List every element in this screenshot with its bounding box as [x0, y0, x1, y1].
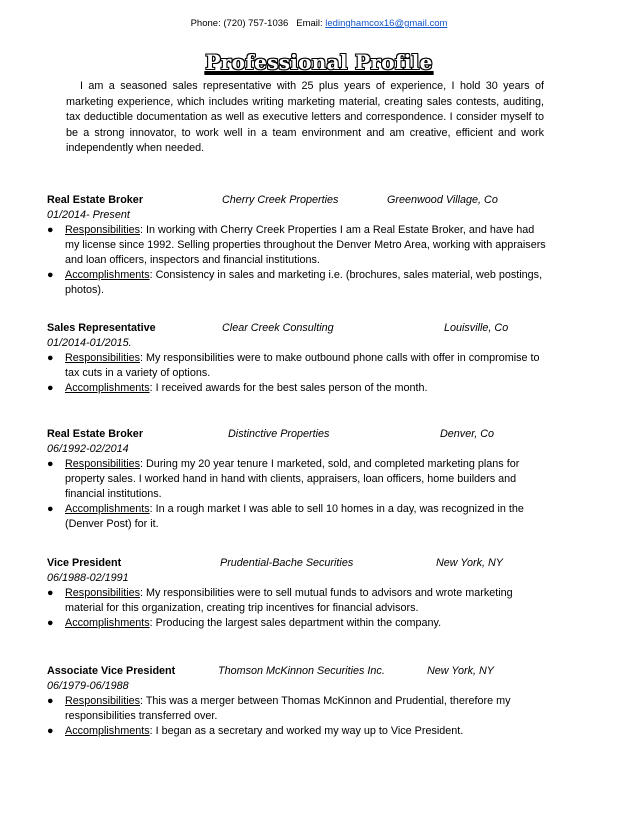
- job-dates: 06/1979-06/1988: [47, 680, 129, 692]
- job-location: Louisville, Co: [444, 322, 509, 334]
- responsibilities-text: : My responsibilities were to sell mutual funds to advisors and wrote marketing material for this organization, creating trip incentives for financial advisors.: [65, 587, 513, 614]
- responsibilities-item: [47, 694, 547, 724]
- job-header: [47, 556, 547, 571]
- bullet-icon: ●: [47, 269, 54, 281]
- bullet-icon: ●: [47, 617, 54, 629]
- email-label: Email:: [296, 18, 323, 29]
- job-dates: 06/1988-02/1991: [47, 572, 129, 584]
- job-company: Cherry Creek Properties: [222, 194, 339, 206]
- responsibilities-item: [47, 351, 547, 381]
- bullet-icon: ●: [47, 503, 54, 515]
- accomplishments-label: Accomplishments: [65, 503, 150, 515]
- job-location: New York, NY: [436, 557, 504, 569]
- responsibilities-text: : In working with Cherry Creek Properties I am a Real Estate Broker, and have had my license since 1992. Selling properties throughout the Denver Metro Area, working with appraisers and loan officers, inspectors and financial institutions.: [65, 224, 546, 266]
- job-role: Real Estate Broker: [47, 428, 144, 440]
- email-link[interactable]: ledinghamcox16@gmail.com: [325, 18, 448, 29]
- job-entry: [47, 556, 547, 631]
- responsibilities-text: : This was a merger between Thomas McKinnon and Prudential, therefore my responsibilities transferred over.: [65, 695, 511, 722]
- job-header: [47, 427, 547, 442]
- job-dates: 06/1992-02/2014: [47, 443, 129, 455]
- page-title: [0, 50, 638, 74]
- job-role: Real Estate Broker: [47, 194, 144, 206]
- responsibilities-item: [47, 457, 547, 502]
- bullet-icon: ●: [47, 352, 54, 364]
- bullet-icon: ●: [47, 382, 54, 394]
- accomplishments-text: : Consistency in sales and marketing i.e. (brochures, sales material, web postings, photos).: [65, 269, 543, 296]
- phone-text: Phone: (720) 757-1036: [190, 18, 289, 29]
- job-header: [47, 321, 547, 336]
- responsibilities-text: : During my 20 year tenure I marketed, sold, and completed marketing plans for property sales. I worked hand in hand with clients, appraisers, loan officers, home builders and financial institutions.: [65, 458, 520, 500]
- job-location: New York, NY: [427, 665, 495, 677]
- profile-summary-text: I am a seasoned sales representative with 25 plus years of experience, I hold 30 years of marketing experience, which includes writing marketing material, creating sales contests, auditing, tax deductible documentation as well as executive letters and correspondence. I consider myself to be a strong innovator, to work well in a team environment and am creative, efficient and work independently when needed.: [66, 80, 544, 155]
- responsibilities-label: Responsibilities: [65, 224, 141, 236]
- accomplishments-label: Accomplishments: [65, 382, 150, 394]
- job-dates: 01/2014-01/2015.: [47, 337, 132, 349]
- accomplishments-label: Accomplishments: [65, 725, 150, 737]
- bullet-icon: ●: [47, 725, 54, 737]
- accomplishments-item: [47, 724, 547, 739]
- accomplishments-text: : I began as a secretary and worked my way up to Vice President.: [149, 725, 464, 737]
- job-company: Clear Creek Consulting: [222, 322, 334, 334]
- responsibilities-item: [47, 586, 547, 616]
- bullet-icon: ●: [47, 458, 54, 470]
- responsibilities-label: Responsibilities: [65, 587, 141, 599]
- bullet-icon: ●: [47, 695, 54, 707]
- page-title-text: Professional Profile: [205, 50, 433, 74]
- accomplishments-label: Accomplishments: [65, 269, 150, 281]
- job-role: Sales Representative: [47, 322, 156, 334]
- responsibilities-text: : My responsibilities were to make outbound phone calls with offer in compromise to tax cuts in a variety of options.: [65, 352, 540, 379]
- accomplishments-item: [47, 381, 547, 396]
- job-location: Greenwood Village, Co: [387, 194, 498, 206]
- accomplishments-item: [47, 502, 547, 532]
- accomplishments-text: : I received awards for the best sales person of the month.: [149, 382, 428, 394]
- job-header: [47, 664, 547, 679]
- responsibilities-label: Responsibilities: [65, 695, 141, 707]
- responsibilities-label: Responsibilities: [65, 458, 141, 470]
- job-dates: 01/2014- Present: [47, 209, 130, 221]
- job-header: [47, 193, 547, 208]
- job-location: Denver, Co: [440, 428, 495, 440]
- responsibilities-item: [47, 223, 547, 268]
- accomplishments-text: : In a rough market I was able to sell 10 homes in a day, was recognized in the (Denver Post) for it.: [65, 503, 524, 530]
- contact-line: [0, 18, 638, 29]
- bullet-icon: ●: [47, 587, 54, 599]
- job-entry: [47, 427, 547, 532]
- responsibilities-label: Responsibilities: [65, 352, 141, 364]
- bullet-icon: ●: [47, 224, 54, 236]
- accomplishments-item: [47, 616, 547, 631]
- profile-summary: [66, 79, 544, 157]
- job-company: Thomson McKinnon Securities Inc.: [218, 665, 385, 677]
- job-company: Prudential-Bache Securities: [220, 557, 354, 569]
- job-role: Vice President: [47, 557, 122, 569]
- accomplishments-text: : Producing the largest sales department within the company.: [149, 617, 442, 629]
- accomplishments-item: [47, 268, 547, 298]
- job-role: Associate Vice President: [47, 665, 176, 677]
- job-company: Distinctive Properties: [228, 428, 330, 440]
- job-entry: [47, 321, 547, 396]
- accomplishments-label: Accomplishments: [65, 617, 150, 629]
- job-entry: [47, 664, 547, 739]
- job-entry: [47, 193, 547, 298]
